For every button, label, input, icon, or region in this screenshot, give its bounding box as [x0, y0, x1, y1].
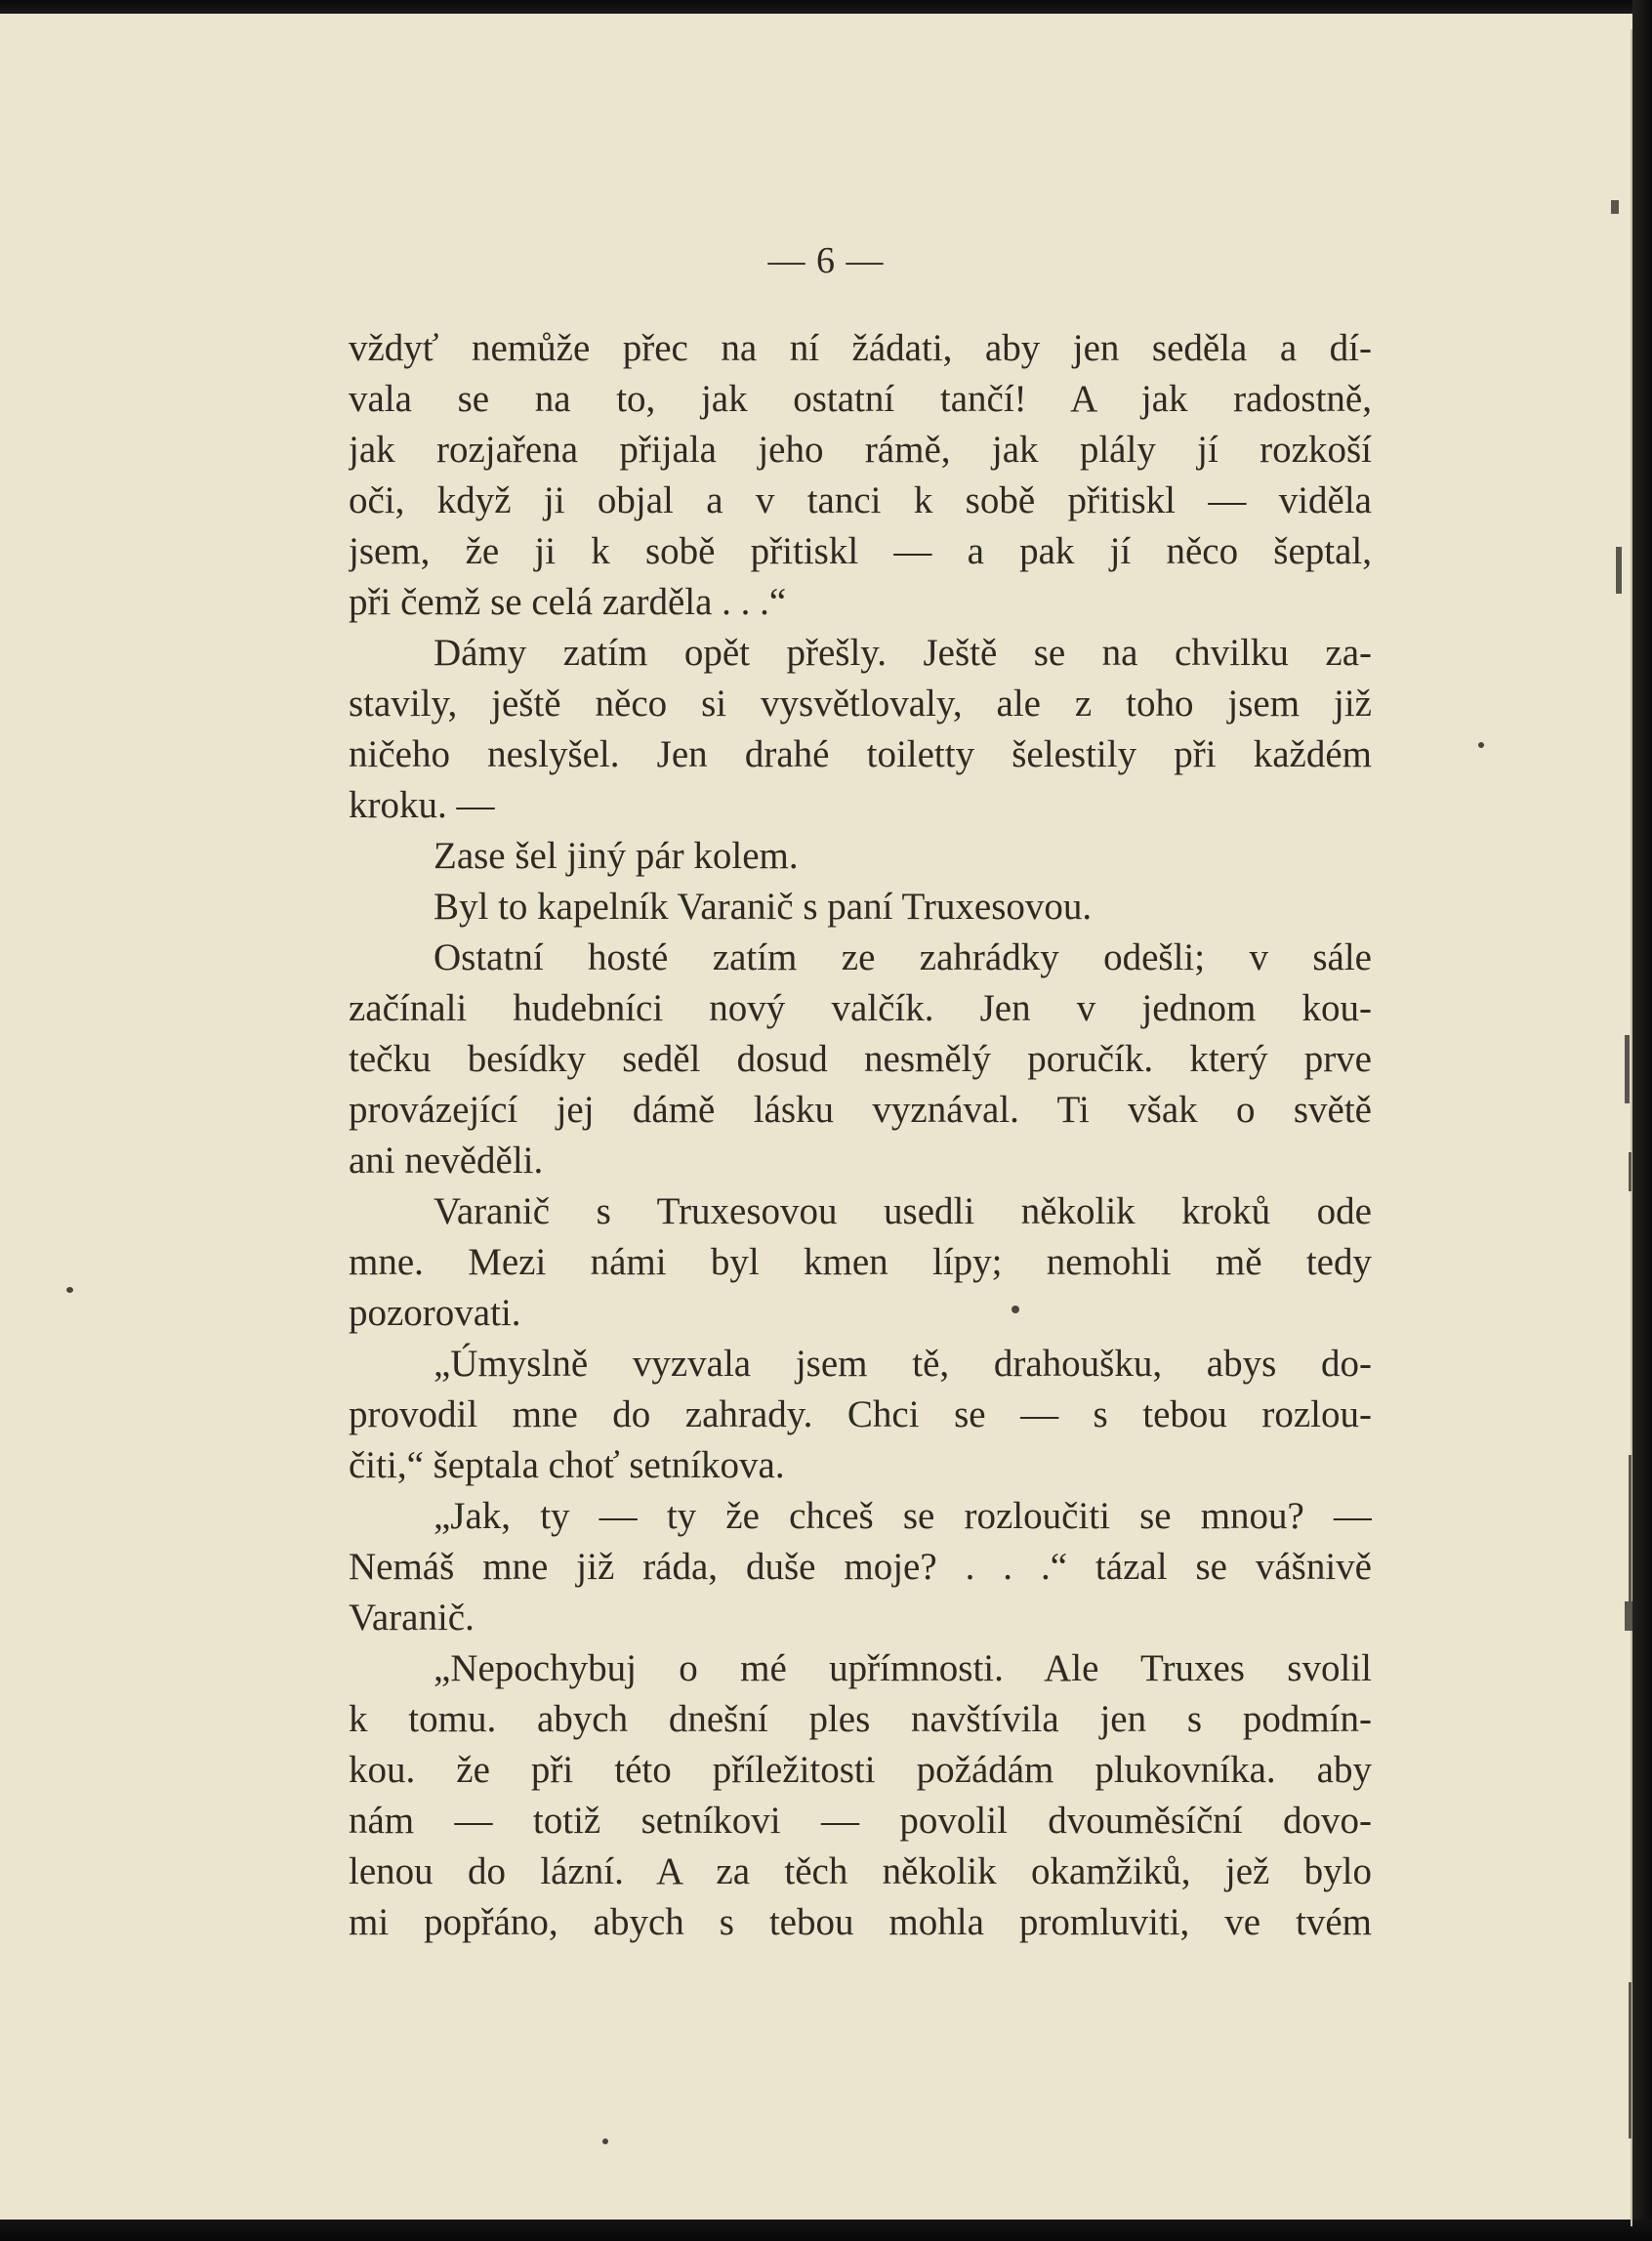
text-line: ani nevěděli.: [349, 1140, 544, 1182]
text-line: mne. Mezi námi byl kmen lípy; nemohli mě tedy: [349, 1241, 1372, 1283]
scan-speck: [1478, 742, 1484, 748]
page-number: — 6 —: [767, 240, 885, 281]
text-line: provodil mne do zahrady. Chci se — s tebou rozlou-: [349, 1393, 1372, 1435]
text-line: stavily, ještě něco si vysvětlovaly, ale z toho jsem již: [349, 683, 1372, 725]
text-line: pozorovati.: [349, 1292, 521, 1334]
text-line: jsem, že ji k sobě přitiskl — a pak jí něco šeptal,: [349, 530, 1372, 572]
text-line: „Nepochybuj o mé upřímnosti. Ale Truxes svolil: [434, 1647, 1372, 1689]
text-line: nám — totiž setníkovi — povolil dvouměsíční dovo-: [349, 1800, 1372, 1842]
margin-mark: [1629, 1982, 1631, 2138]
text-line: Zase šel jiný pár kolem.: [434, 835, 799, 877]
body-text: [349, 323, 1372, 1948]
scan-border-bottom: [0, 2220, 1652, 2241]
text-line: Varanič s Truxesovou usedli několik kroků ode: [434, 1190, 1372, 1232]
margin-mark: [1629, 1455, 1631, 1611]
scan-speck: [1012, 1306, 1019, 1313]
page-edge-shadow: [1631, 29, 1632, 2226]
text-line: ničeho neslyšel. Jen drahé toiletty šelestily při každém: [349, 733, 1372, 775]
margin-mark: [1616, 547, 1622, 594]
text-line: Ostatní hosté zatím ze zahrádky odešli; v sále: [434, 936, 1372, 978]
text-line: kroku. —: [349, 784, 495, 826]
text-line: „Úmyslně vyzvala jsem tě, drahoušku, abys do-: [434, 1343, 1372, 1385]
text-line: tečku besídky seděl dosud nesmělý poručík. který prve: [349, 1038, 1372, 1080]
scan-speck: [66, 1287, 73, 1293]
scan-speck: [602, 2138, 608, 2144]
text-line: oči, když ji objal a v tanci k sobě přitiskl — viděla: [349, 479, 1372, 521]
text-line: Nemáš mne již ráda, duše moje? . . .“ tázal se vášnivě: [349, 1546, 1372, 1588]
text-line: začínali hudebníci nový valčík. Jen v jednom kou-: [349, 987, 1372, 1029]
text-line: jak rozjařena přijala jeho rámě, jak plály jí rozkoší: [349, 429, 1372, 471]
text-line: Dámy zatím opět přešly. Ještě se na chvilku za-: [434, 632, 1372, 674]
text-line: při čemž se celá zarděla . . .“: [349, 581, 787, 623]
text-line: Varanič.: [349, 1597, 475, 1639]
scan-border-top: [0, 0, 1652, 14]
margin-mark: [1625, 1035, 1630, 1103]
scan-border-right: [1632, 0, 1652, 2241]
text-line: „Jak, ty — ty že chceš se rozloučiti se mnou? —: [434, 1495, 1372, 1537]
margin-mark: [1625, 1601, 1632, 1631]
text-line: k tomu. abych dnešní ples navštívila jen s podmín-: [349, 1698, 1372, 1740]
text-line: lenou do lázní. A za těch několik okamžiků, jež bylo: [349, 1850, 1372, 1892]
margin-mark: [1611, 200, 1619, 214]
text-line: provázející jej dámě lásku vyznával. Ti však o světě: [349, 1089, 1372, 1131]
text-line: mi popřáno, abych s tebou mohla promluviti, ve tvém: [349, 1901, 1372, 1943]
text-line: Byl to kapelník Varanič s paní Truxesovou.: [434, 886, 1093, 928]
text-line: vala se na to, jak ostatní tančí! A jak radostně,: [349, 378, 1372, 420]
text-line: vždyť nemůže přec na ní žádati, aby jen seděla a dí-: [349, 327, 1372, 369]
text-line: čiti,“ šeptala choť setníkova.: [349, 1444, 785, 1486]
text-line: kou. že při této příležitosti požádám plukovníka. aby: [349, 1749, 1372, 1791]
margin-mark: [1629, 1152, 1631, 1191]
